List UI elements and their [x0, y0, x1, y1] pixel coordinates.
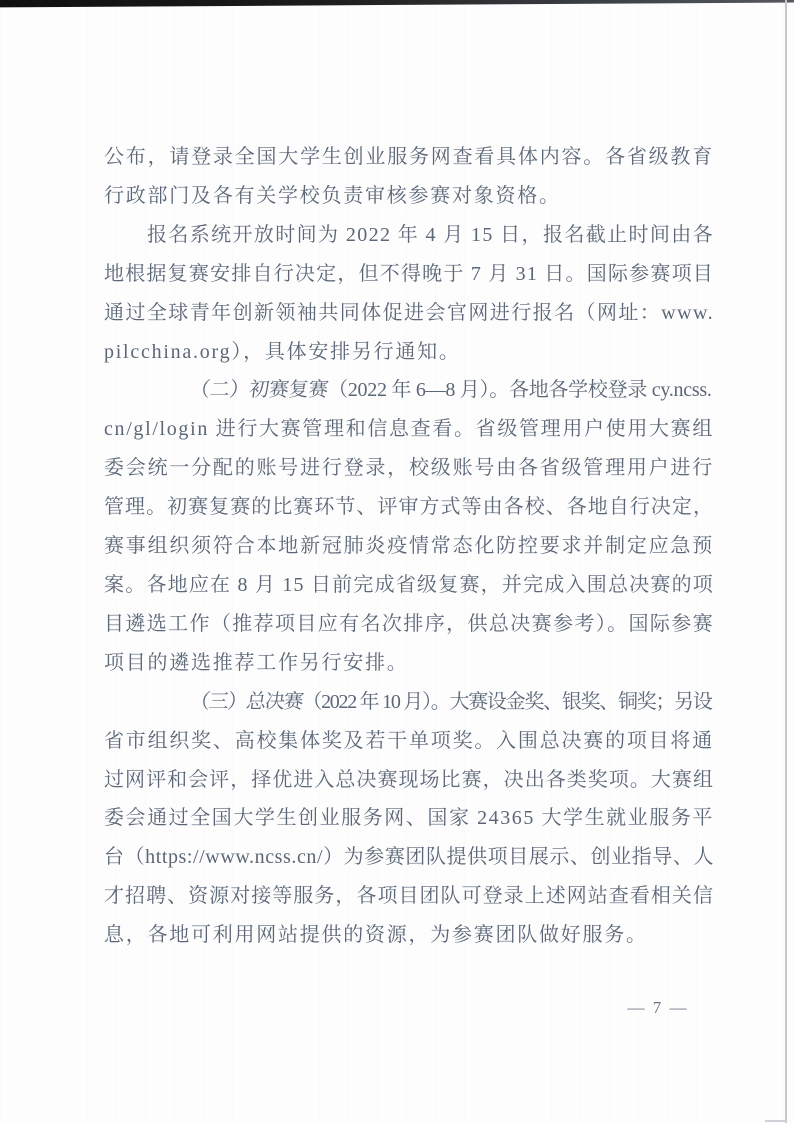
page-number: — 7 —	[627, 998, 689, 1017]
text-line	[104, 644, 714, 683]
text-line	[104, 177, 714, 216]
line-text: （2022 年 10 月）。大赛设金奖、银奖、铜奖；另设	[302, 690, 712, 713]
section-heading-kai: （三）总决赛	[188, 690, 304, 713]
text-line	[104, 605, 714, 644]
text-line	[104, 255, 714, 294]
text-line	[104, 410, 714, 449]
line-text: 委会通过全国大学生创业服务网、国家 24365 大学生就业服务平	[104, 807, 714, 830]
text-line	[104, 683, 714, 722]
line-text: 台（https://www.ncss.cn/）为参赛团队提供项目展示、创业指导、人	[104, 846, 714, 869]
line-text: 息，各地可利用网站提供的资源，为参赛团队做好服务。	[104, 924, 648, 947]
text-line	[104, 371, 714, 410]
line-text: 通过全球青年创新领袖共同体促进会官网进行报名（网址：www.	[104, 301, 714, 324]
text-line	[104, 449, 714, 488]
text-line	[104, 916, 714, 955]
text-line	[104, 838, 714, 877]
text-line	[104, 216, 714, 255]
text-line	[104, 527, 714, 566]
scan-edge-artifact-right	[785, 0, 787, 1123]
line-text: 报名系统开放时间为 2022 年 4 月 15 日，报名截止时间由各	[147, 223, 714, 246]
line-text: 目遴选工作（推荐项目应有名次排序，供总决赛参考）。国际参赛	[104, 612, 714, 635]
line-text: 管理。初赛复赛的比赛环节、评审方式等由各校、各地自行决定，	[104, 496, 714, 519]
line-text: （2022 年 6—8 月）。各地各学校登录 cy.ncss.	[328, 379, 712, 402]
text-line	[104, 566, 714, 605]
line-text: 过网评和会评，择优进入总决赛现场比赛，决出各类奖项。大赛组	[104, 768, 714, 791]
line-text: cn/gl/login 进行大赛管理和信息查看。省级管理用户使用大赛组	[104, 418, 714, 441]
text-line	[104, 294, 714, 333]
line-text: pilcchina.org），具体安排另行通知。	[104, 340, 461, 363]
text-line	[104, 877, 714, 916]
text-line	[104, 333, 714, 372]
line-text: 省市组织奖、高校集体奖及若干单项奖。入围总决赛的项目将通	[104, 729, 714, 752]
line-text: 行政部门及各有关学校负责审核参赛对象资格。	[104, 184, 561, 207]
text-line	[104, 761, 714, 800]
line-text: 公布，请登录全国大学生创业服务网查看具体内容。各省级教育	[104, 146, 714, 168]
section-heading-kai: （二）初赛复赛	[188, 379, 330, 402]
line-text: 地根据复赛安排自行决定，但不得晚于 7 月 31 日。国际参赛项目	[104, 262, 714, 285]
line-text: 委会统一分配的账号进行登录，校级账号由各省级管理用户进行	[104, 457, 714, 480]
document-body	[104, 138, 714, 955]
text-line	[104, 488, 714, 527]
text-line	[104, 799, 714, 838]
line-text: 项目的遴选推荐工作另行安排。	[104, 651, 409, 674]
text-line	[104, 722, 714, 761]
line-text: 赛事组织须符合本地新冠肺炎疫情常态化防控要求并制定应急预	[104, 535, 714, 558]
line-text: 才招聘、资源对接等服务，各项目团队可登录上述网站查看相关信	[104, 885, 714, 908]
scan-edge-artifact-top	[0, 0, 794, 8]
line-text: 案。各地应在 8 月 15 日前完成省级复赛，并完成入围总决赛的项	[104, 573, 714, 596]
text-line	[104, 138, 714, 177]
scan-edge-artifact-bottom-right	[765, 1120, 787, 1122]
